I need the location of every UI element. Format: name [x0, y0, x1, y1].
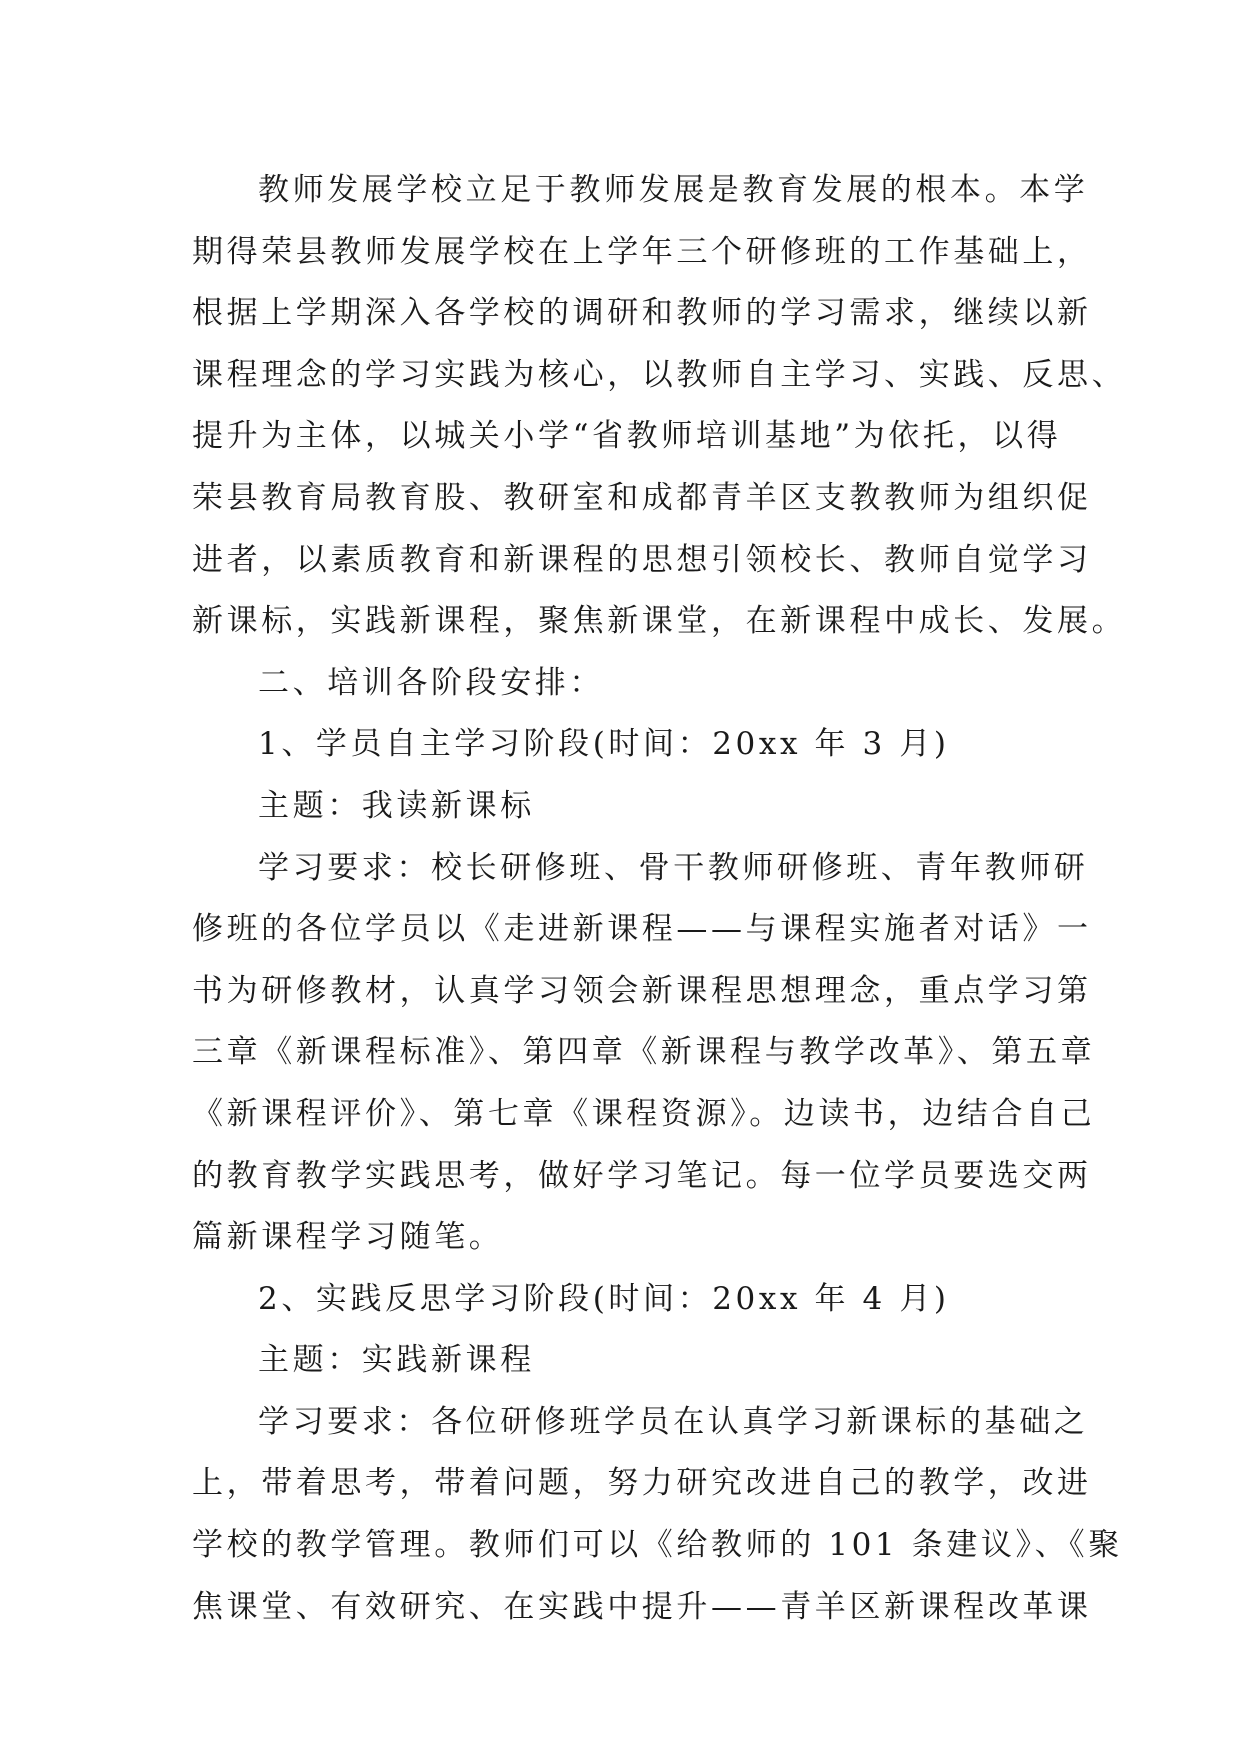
- section-heading: 二、培训各阶段安排：: [258, 664, 604, 701]
- stage-1-requirements-line-3: 书为研修教材，认真学习领会新课程思想理念，重点学习第: [192, 972, 1092, 1009]
- document-body: [192, 160, 1127, 1638]
- stage-1-requirements-line-4: 三章《新课程标准》、第四章《新课程与教学改革》、第五章: [192, 1034, 1096, 1071]
- stage-1-heading: 1、学员自主学习阶段(时间：20xx 年 3 月): [258, 726, 950, 763]
- paragraph-intro-line-2: 期得荣县教师发展学校在上学年三个研修班的工作基础上，: [192, 233, 1092, 270]
- stage-2-theme: 主题：实践新课程: [258, 1342, 535, 1379]
- paragraph-intro-line-4: 课程理念的学习实践为核心，以教师自主学习、实践、反思、: [192, 356, 1127, 393]
- paragraph-intro-line-8: 新课标，实践新课程，聚焦新课堂，在新课程中成长、发展。: [192, 603, 1127, 640]
- stage-2-requirements-line-2: 上，带着思考，带着问题，努力研究改进自己的教学，改进: [192, 1465, 1092, 1502]
- stage-2-requirements-line-1: 学习要求：各位研修班学员在认真学习新课标的基础之: [258, 1403, 1089, 1440]
- paragraph-intro-line-7: 进者，以素质教育和新课程的思想引领校长、教师自觉学习: [192, 541, 1092, 578]
- paragraph-intro-line-1: 教师发展学校立足于教师发展是教育发展的根本。本学: [258, 172, 1089, 208]
- stage-2-heading: 2、实践反思学习阶段(时间：20xx 年 4 月): [258, 1280, 950, 1317]
- paragraph-intro-line-5: 提升为主体，以城关小学“省教师培训基地”为依托，以得: [192, 418, 1062, 455]
- paragraph-intro-line-6: 荣县教育局教育股、教研室和成都青羊区支教教师为组织促: [192, 479, 1092, 516]
- stage-1-requirements-line-5: 《新课程评价》、第七章《课程资源》。边读书，边结合自己: [192, 1095, 1096, 1132]
- stage-2-requirements-line-4: 焦课堂、有效研究、在实践中提升——青羊区新课程改革课: [192, 1588, 1092, 1625]
- paragraph-intro-line-3: 根据上学期深入各学校的调研和教师的学习需求，继续以新: [192, 295, 1092, 332]
- stage-1-requirements-line-1: 学习要求：校长研修班、骨干教师研修班、青年教师研: [258, 849, 1089, 886]
- stage-1-requirements-line-6: 的教育教学实践思考，做好学习笔记。每一位学员要选交两: [192, 1157, 1092, 1194]
- stage-1-requirements-line-2: 修班的各位学员以《走进新课程——与课程实施者对话》一: [192, 911, 1092, 948]
- stage-1-requirements-line-7: 篇新课程学习随笔。: [192, 1219, 504, 1256]
- stage-2-requirements-line-3: 学校的教学管理。教师们可以《给教师的 101 条建议》、《聚: [192, 1527, 1123, 1564]
- stage-1-theme: 主题：我读新课标: [258, 787, 535, 824]
